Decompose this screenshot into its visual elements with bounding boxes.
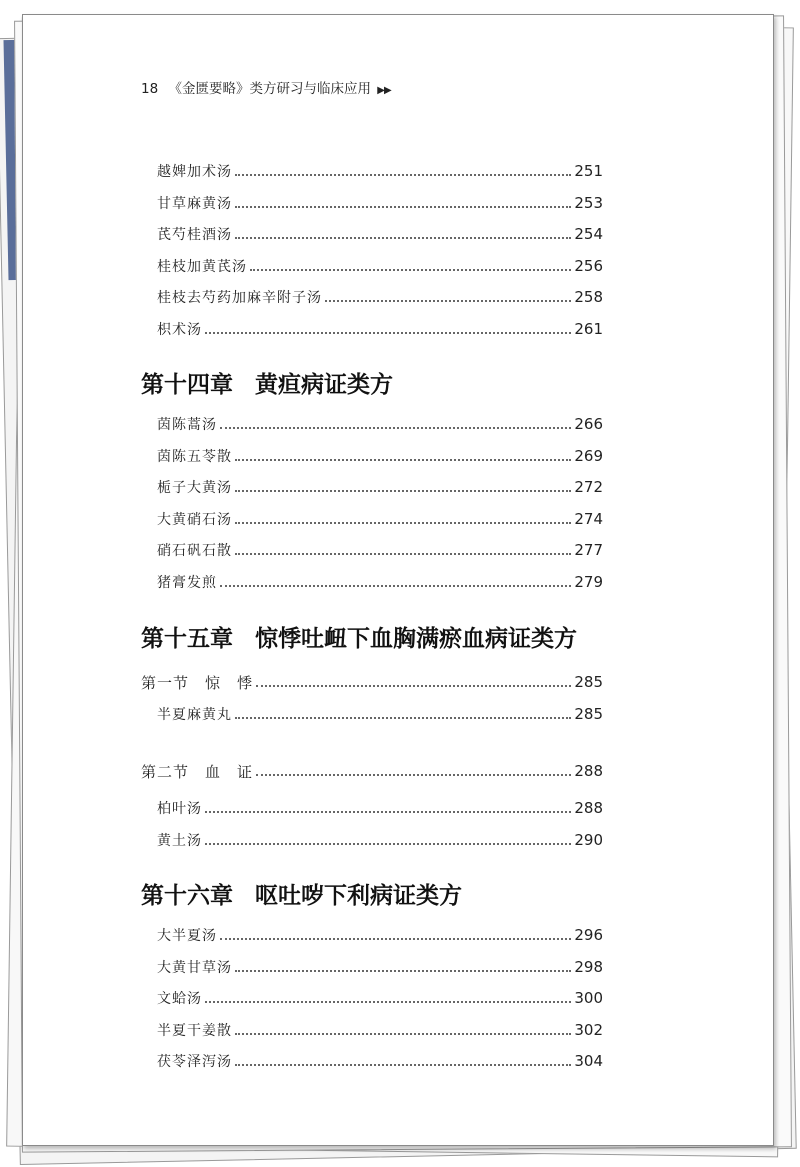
- entry-page: 254: [574, 225, 603, 243]
- dot-leader: [235, 173, 571, 176]
- dot-leader: [235, 1032, 571, 1035]
- dot-leader: [235, 969, 571, 972]
- dot-leader: [220, 937, 571, 940]
- entry-title: 黄土汤: [157, 833, 202, 849]
- toc-entry[interactable]: [157, 317, 603, 341]
- dot-leader: [235, 1063, 571, 1066]
- toc-entry[interactable]: [157, 475, 603, 499]
- toc-entry[interactable]: [157, 955, 603, 979]
- entry-page: 256: [574, 257, 603, 275]
- entry-page: 304: [574, 1052, 603, 1070]
- toc-entry[interactable]: [157, 1018, 603, 1042]
- dot-leader: [205, 331, 571, 334]
- entry-title: 桂枝去芍药加麻辛附子汤: [157, 290, 322, 306]
- dot-leader: [205, 842, 571, 845]
- dot-leader: [235, 552, 571, 555]
- entry-title: 大黄硝石汤: [157, 512, 232, 528]
- entry-page: 258: [574, 288, 603, 306]
- section-page: 288: [574, 762, 603, 780]
- page-number: 18: [141, 81, 159, 97]
- dot-leader: [235, 458, 571, 461]
- toc-entry[interactable]: [157, 159, 603, 183]
- chapter-title: 黄疸病证类方: [255, 371, 393, 398]
- entry-title: 文蛤汤: [157, 991, 202, 1007]
- entry-page: 261: [574, 320, 603, 338]
- chapter-heading[interactable]: [141, 877, 462, 910]
- dot-leader: [235, 716, 571, 719]
- entry-title: 芪芍桂酒汤: [157, 227, 232, 243]
- dot-leader: [220, 426, 571, 429]
- entry-title: 茵陈五苓散: [157, 449, 232, 465]
- entry-page: 253: [574, 194, 603, 212]
- entry-page: 302: [574, 1021, 603, 1039]
- entry-page: 290: [574, 831, 603, 849]
- toc-entry[interactable]: [157, 828, 603, 852]
- book-title: 《金匮要略》类方研习与临床应用: [168, 81, 371, 97]
- toc-entry[interactable]: [157, 923, 603, 947]
- entry-title: 茵陈蒿汤: [157, 417, 217, 433]
- chapter-number: 第十五章: [141, 625, 233, 652]
- toc-entry[interactable]: [157, 538, 603, 562]
- toc-entry[interactable]: [157, 285, 603, 309]
- entry-page: 300: [574, 989, 603, 1007]
- entry-page: 288: [574, 799, 603, 817]
- entry-page: 274: [574, 510, 603, 528]
- toc-entry[interactable]: [157, 412, 603, 436]
- entry-title: 硝石矾石散: [157, 543, 232, 559]
- entry-page: 266: [574, 415, 603, 433]
- section-title: 第二节 血 证: [141, 762, 254, 781]
- book-page: [22, 14, 774, 1146]
- dot-leader: [256, 684, 571, 687]
- toc-entry[interactable]: [157, 1049, 603, 1073]
- chapter-heading[interactable]: [141, 366, 393, 399]
- dot-leader: [235, 521, 571, 524]
- entry-title: 茯苓泽泻汤: [157, 1054, 232, 1070]
- section-page: 285: [574, 673, 603, 691]
- toc-entry[interactable]: [157, 222, 603, 246]
- dot-leader: [235, 236, 571, 239]
- chapter-heading[interactable]: [141, 620, 577, 653]
- entry-page: 279: [574, 573, 603, 591]
- entry-title: 半夏麻黄丸: [157, 707, 232, 723]
- entry-page: 269: [574, 447, 603, 465]
- dot-leader: [205, 1000, 571, 1003]
- entry-page: 285: [574, 705, 603, 723]
- entry-title: 猪膏发煎: [157, 575, 217, 591]
- dot-leader: [220, 584, 571, 587]
- entry-page: 298: [574, 958, 603, 976]
- toc-entry[interactable]: [157, 702, 603, 726]
- chapter-title: 惊悸吐衄下血胸满瘀血病证类方: [255, 625, 577, 652]
- arrows-icon: ▶▶: [377, 85, 391, 96]
- entry-title: 柏叶汤: [157, 801, 202, 817]
- dot-leader: [250, 268, 571, 271]
- section-title: 第一节 惊 悸: [141, 673, 254, 692]
- dot-leader: [205, 810, 571, 813]
- entry-page: 296: [574, 926, 603, 944]
- toc-section[interactable]: [141, 759, 603, 783]
- toc-entry[interactable]: [157, 570, 603, 594]
- dot-leader: [256, 773, 571, 776]
- dot-leader: [235, 205, 571, 208]
- chapter-number: 第十四章: [141, 371, 233, 398]
- running-head: [141, 77, 391, 97]
- entry-page: 277: [574, 541, 603, 559]
- chapter-number: 第十六章: [141, 882, 233, 909]
- toc-entry[interactable]: [157, 986, 603, 1010]
- entry-page: 251: [574, 162, 603, 180]
- dot-leader: [235, 489, 571, 492]
- entry-title: 越婢加术汤: [157, 164, 232, 180]
- dot-leader: [325, 299, 571, 302]
- chapter-title: 呕吐哕下利病证类方: [255, 882, 462, 909]
- toc-entry[interactable]: [157, 796, 603, 820]
- toc-section[interactable]: [141, 670, 603, 694]
- toc-entry[interactable]: [157, 254, 603, 278]
- entry-title: 大半夏汤: [157, 928, 217, 944]
- entry-title: 桂枝加黄芪汤: [157, 259, 247, 275]
- entry-title: 栀子大黄汤: [157, 480, 232, 496]
- entry-title: 半夏干姜散: [157, 1023, 232, 1039]
- toc-entry[interactable]: [157, 507, 603, 531]
- entry-title: 甘草麻黄汤: [157, 196, 232, 212]
- toc-entry[interactable]: [157, 444, 603, 468]
- entry-title: 大黄甘草汤: [157, 960, 232, 976]
- entry-page: 272: [574, 478, 603, 496]
- toc-entry[interactable]: [157, 191, 603, 215]
- entry-title: 枳术汤: [157, 322, 202, 338]
